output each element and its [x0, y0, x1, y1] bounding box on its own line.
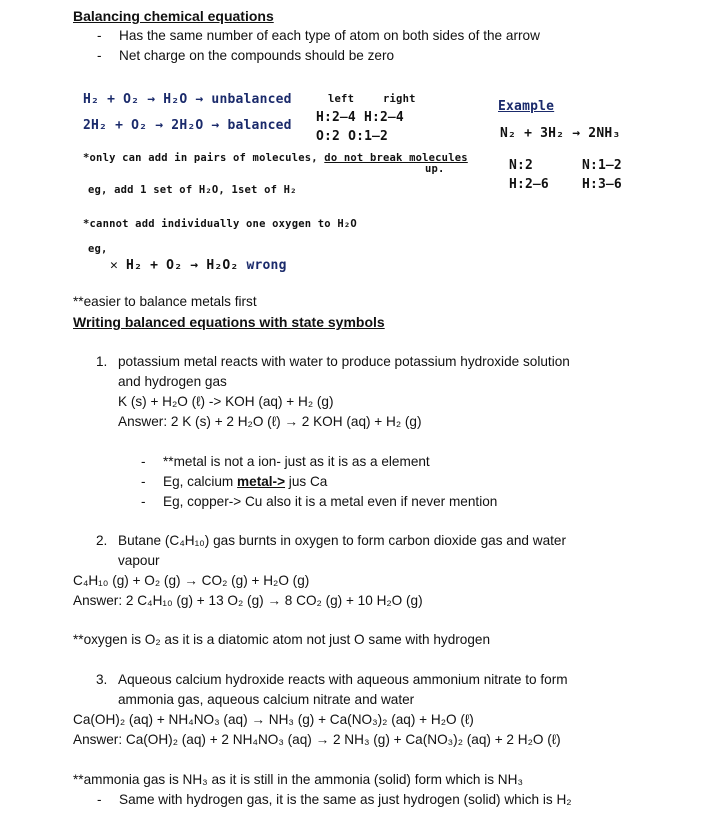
metals-note: **easier to balance metals first — [73, 294, 257, 309]
question-3-answer: Answer: Ca(OH)₂ (aq) + 2 NH₄NO₃ (aq) → 2 NH₃ (g) + Ca(NO₃)₂ (aq) + 2 H₂O (ℓ) — [73, 732, 561, 747]
metal-note-item: - Eg, calcium metal-> jus Ca — [141, 474, 328, 489]
hydrogen-count: H:2̶4 H:2̶4 — [316, 110, 404, 125]
handwritten-balanced-equation: 2H₂ + O₂ → 2H₂O → balanced — [83, 118, 292, 133]
wrong-word: wrong — [246, 258, 287, 273]
hydrogen-note: - Same with hydrogen gas, it is the same as just hydrogen (solid) which is H₂ — [97, 792, 572, 807]
example-equation: N₂ + 3H₂ → 2NH₃ — [500, 126, 621, 141]
example-n-right: N:1̶2 — [582, 158, 622, 173]
example-h-right: H:3̶6 — [582, 177, 622, 192]
state-symbols-title: Writing balanced equations with state symbols — [73, 314, 385, 330]
question-2-line2: vapour — [118, 553, 160, 568]
question-2-equation: C₄H₁₀ (g) + O₂ (g) → CO₂ (g) + H₂O (g) — [73, 573, 310, 588]
add-example-note: eg, add 1 set of H₂O, 1set of H₂ — [88, 184, 297, 196]
metal-note-item: - Eg, copper-> Cu also it is a metal even if never mention — [141, 494, 498, 509]
question-3: 3. Aqueous calcium hydroxide reacts with aqueous ammonium nitrate to form — [96, 672, 568, 687]
question-3-equation: Ca(OH)₂ (aq) + NH₄NO₃ (aq) → NH₃ (g) + Ca(NO₃)₂ (aq) + H₂O (ℓ) — [73, 712, 474, 727]
question-1-line2: and hydrogen gas — [118, 374, 227, 389]
balancing-title: Balancing chemical equations — [73, 8, 274, 24]
bullet-item: - Net charge on the compounds should be zero — [97, 48, 395, 63]
question-3-line2: ammonia gas, aqueous calcium nitrate and water — [118, 692, 415, 707]
question-2-answer: Answer: 2 C₄H₁₀ (g) + 13 O₂ (g) → 8 CO₂ (g) + 10 H₂O (g) — [73, 593, 423, 608]
question-1-equation: K (s) + H₂O (ℓ) -> KOH (aq) + H₂ (g) — [118, 394, 334, 409]
left-label: left — [328, 93, 355, 105]
example-n-left: N:2 — [509, 158, 534, 173]
example-title: Example — [498, 99, 555, 114]
oxygen-note: **oxygen is O₂ as it is a diatomic atom not just O same with hydrogen — [73, 632, 491, 647]
eg-label: eg, — [88, 243, 108, 255]
right-label: right — [383, 93, 416, 105]
cannot-add-note: *cannot add individually one oxygen to H₂O — [83, 218, 357, 230]
question-1: 1. potassium metal reacts with water to produce potassium hydroxide solution — [96, 354, 570, 369]
handwritten-unbalanced-equation: H₂ + O₂ → H₂O → unbalanced — [83, 92, 292, 107]
example-h-left: H:2̶6 — [509, 177, 549, 192]
metal-note-item: - **metal is not a ion- just as it is as a element — [141, 454, 430, 469]
oxygen-count: O:2 O:1̶2 — [316, 129, 389, 144]
wrong-equation: ✕ H₂ + O₂ → H₂O₂ wrong — [110, 258, 287, 273]
question-1-answer: Answer: 2 K (s) + 2 H₂O (ℓ) → 2 KOH (aq) + H₂ (g) — [118, 414, 422, 429]
pairs-note-up: up. — [425, 163, 445, 175]
bullet-item: - Has the same number of each type of atom on both sides of the arrow — [97, 28, 540, 43]
question-2: 2. Butane (C₄H₁₀) gas burnts in oxygen to form carbon dioxide gas and water — [96, 533, 566, 548]
ammonia-note: **ammonia gas is NH₃ as it is still in the ammonia (solid) form which is NH₃ — [73, 772, 523, 787]
pairs-note: *only can add in pairs of molecules, do not break molecules — [83, 152, 468, 164]
